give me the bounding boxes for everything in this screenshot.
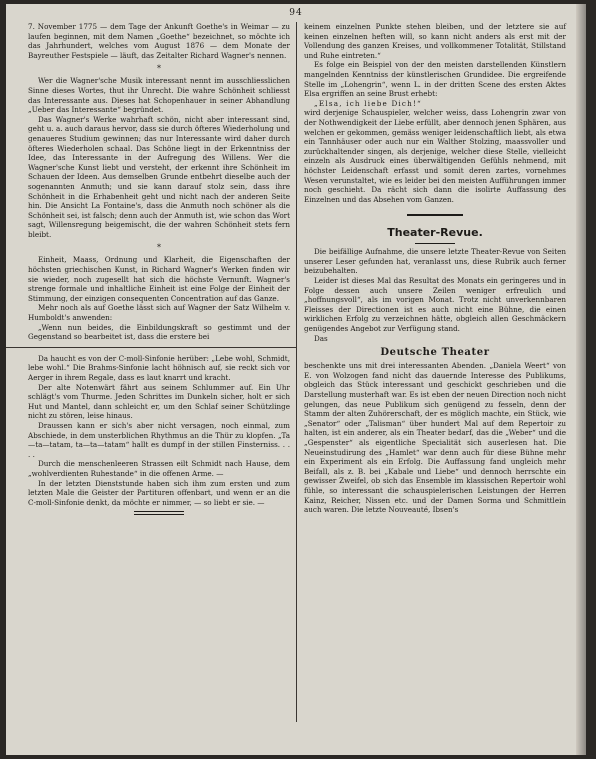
left-para-6: „Wenn nun beides, die Einbildungskraft so gestimmt und der Gegenstand so bearbeitet ist, dass die erstere bei	[28, 322, 290, 342]
left-para-8: Der alte Notenwärt fährt aus seinem Schlummer auf. Ein Uhr schlägt's vom Thurme. Jeden Schrittes im Dunkeln sicher, holt er sich Hut und Mantel, dann schleicht er, um den Schlaf seiner Schützlinge nicht zu stören, leise hinaus.	[28, 382, 290, 421]
right-para-8: beschenkte uns mit drei interessanten Abenden. „Daniela Weert“ von E. von Wolzogen fand nicht das dauernde Interesse des Publikums, obgleich das Stück interessant und geschickt geschrieben und die Darstellung musterhaft war. Es ist eben der neuen Direction noch nicht gelungen, das neue Publikum sich genügend zu fesseln, denn der Stamm der alten Zuhörerschaft, der es möglich machte, ein Stück, wie „Senator“ oder „Talisman“ über hundert Mal auf dem Repertoir zu halten, ist ein anderer, als ein Theater bedarf, das die „Weber“ und die „Gespenster“ als eigentliche Specialität sich auserlesen hat. Die Neueinstudirung des „Hamlet“ war denn auch für diese Bühne mehr ein Experiment als ein Erfolg. Die Auffassung fand ungleich mehr Beifall, als z. B. bei „Kabale und Liebe“ und dennoch herrschte ein gewisser Zweifel, ob sich das Ensemble im klassischen Repertoir wohl fühle, so interessant die schauspielerischen Leistungen der Herren Kainz, Reicher, Nissen etc. und der Damen Sorma und Schmittlein auch waren. Die letzte Nouveauté, Ibsen's	[304, 361, 566, 515]
section-divider-rule	[407, 214, 463, 216]
left-para-5: Mehr noch als auf Goethe lässt sich auf Wagner der Satz Wilhelm v. Humboldt's anwenden:	[28, 303, 290, 323]
right-para-5: Die beifällige Aufnahme, die unsere letzte Theater-Revue von Seiten unserer Leser gefunden hat, veranlasst uns, diese Rubrik auch ferner beizubehalten.	[304, 247, 566, 276]
section-title: Theater-Revue.	[387, 226, 483, 240]
section-rule	[28, 344, 290, 352]
right-column	[304, 22, 566, 515]
right-para-4: wird derjenige Schauspieler, welcher weiss, dass Lohengrin zwar von der Nothwendigkeit der Liebe erfüllt, aber dennoch jenen Sphären, aus welchen er gekommen, gemäss weniger leidenschaftlich liebt, als etwa ein Tannhäuser oder auch nur ein Walther Stolzing, maassvoller und zurückhaltender singen, als derjenige, welcher diese Stelle, vielleicht einzeln als Ausdruck eines überwältigenden Gefühls nehmend, mit höchster Leidenschaft erfasst und somit deren zartes, vornehmes Wesen verunstaltet, wie es leider bei den meisten Aufführungen immer noch geschieht. Da rächt sich dann die isolirte Auffassung des Einzelnen und das Absehen vom Ganzen.	[304, 108, 566, 204]
left-para-3: Das Wagner's Werke wahrhaft schön, nicht aber interessant sind, geht u. a. auch daraus hervor, dass sie durch öfteres Wiederholung und genaueres Studium gewinnen; das nur Interessante wird daher durch öfteres Wiederholen schaal. Das Schöne liegt in der Erkenntniss der Idee, das Interessante in der Aufregung des Willens. Wer die Wagner'sche Kunst liebt und versteht, der erkennt ihre Schönheit im Schauen der Ideen. Aus demselben Grunde entbehrt dieselbe auch der sogenannten Anmuth; und sie kann darauf stolz sein, dass ihre Schönheit in die Erhabenheit geht und nicht nach der anderen Seite hin. Die Ansicht La Fontaine's, dass die Anmuth noch schöner als die Schönheit sei, ist falsch; denn auch der Anmuth ist, wie schon das Wort sagt, Willensregung beigemischt, die der wahren Schönheit stets fern bleibt.	[28, 114, 290, 239]
end-rule	[134, 511, 184, 512]
subsection-heading: Deutsche Theater	[380, 347, 490, 359]
page-number: 94	[289, 8, 303, 18]
newspaper-page	[6, 4, 586, 755]
left-para-7: Da haucht es von der C-moll-Sinfonie herüber: „Lebe wohl, Schmidt, lebe wohl.“ Die Brahms-Sinfonie lacht höhnisch auf, sie reckt sich vor Aerger in ihrem Regale, dass es laut knarrt und kracht.	[28, 353, 290, 382]
end-rule	[134, 514, 184, 515]
right-para-7: Das	[314, 333, 328, 343]
right-quote: „Elsa, ich liebe Dich!“	[314, 98, 422, 108]
left-para-9: Draussen kann er sich's aber nicht versagen, noch einmal, zum Abschiede, in dem unsterblichen Rhythmus an die Thür zu klopfen. „Ta—ta—tatam, ta—ta—tatam“ hallt es dumpf in der stillen Finsterniss. . . . .	[28, 420, 290, 459]
left-para-4: Einheit, Maass, Ordnung und Klarheit, die Eigenschaften der höchsten griechischen Kunst, in Richard Wagner's Werken finden wir sie wieder, noch zugesellt hat sich die höchste Vernunft. Wagner's strenge formale und inhaltliche Einheit ist eine Folge der Einheit der Stimmung, der einzigen consequenten Concentration auf das Ganze.	[28, 255, 290, 303]
title-underline	[415, 243, 455, 244]
left-para-11: In der letzten Dienststunde haben sich ihm zum ersten und zum letzten Male die Geister der Partituren offenbart, und wenn er an die C-moll-Sinfonie denkt, da möchte er nimmer, — so liebt er sie. —	[28, 478, 290, 507]
asterism-separator: *	[157, 243, 161, 253]
left-para-10: Durch die menschenleeren Strassen eilt Schmidt nach Hause, dem „wohlverdienten Ruhestande“ in die offenen Arme. —	[28, 459, 290, 478]
left-para-1: 7. November 1775 — dem Tage der Ankunft Goethe's in Weimar — zu laufen beginnen, mit dem Namen „Goethe“ bezeichnet, so möchte ich das Jahrhundert, welches vom August 1876 — dem Monate der Bayreuther Festspiele — läuft, das Zeitalter Richard Wagner's nennen.	[28, 22, 290, 60]
right-para-2: Es folge ein Beispiel von der den meisten darstellenden Künstlern mangelnden Kenntniss der künstlerischen Grundidee. Die ergreifende Stelle im „Lohengrin“, wenn L. in der dritten Scene des ersten Aktes Elsa ergriffen an seine Brust erhebt:	[304, 60, 566, 99]
column-divider	[296, 22, 297, 722]
right-para-1: keinem einzelnen Punkte stehen bleiben, und der letztere sie auf keinen einzelnen heften will, so kann nicht anders als erst mit der Vollendung des ganzen Kreises, und vollkommener Totalität, Stillstand und Ruhe eintreten.“	[304, 22, 566, 60]
left-para-2: Wer die Wagner'sche Musik interessant nennt im ausschliesslichen Sinne dieses Wortes, thut ihr Unrecht. Die wahre Schönheit schliesst das Interessante aus. Dieses hat Schopenhauer in seiner Abhandlung „Ueber das Interessante“ begründet.	[28, 76, 290, 115]
left-column	[28, 22, 290, 515]
page-edge-shadow	[576, 4, 586, 755]
asterism-separator: *	[157, 64, 161, 74]
right-para-6: Leider ist dieses Mal das Resultat des Monats ein geringeres und in Folge dessen auch unsere Zeilen weniger erfreulich und „hoffnungsvoll“, als im vorigen Monat. Trotz nicht unverkennbaren Fleisses der Directionen ist es auch nicht eine Bühne, die einen wirklichen Erfolg zu verzeichnen hätte, obgleich allen Geschmäckern genügendes Angebot zur Verfügung stand.	[304, 276, 566, 334]
